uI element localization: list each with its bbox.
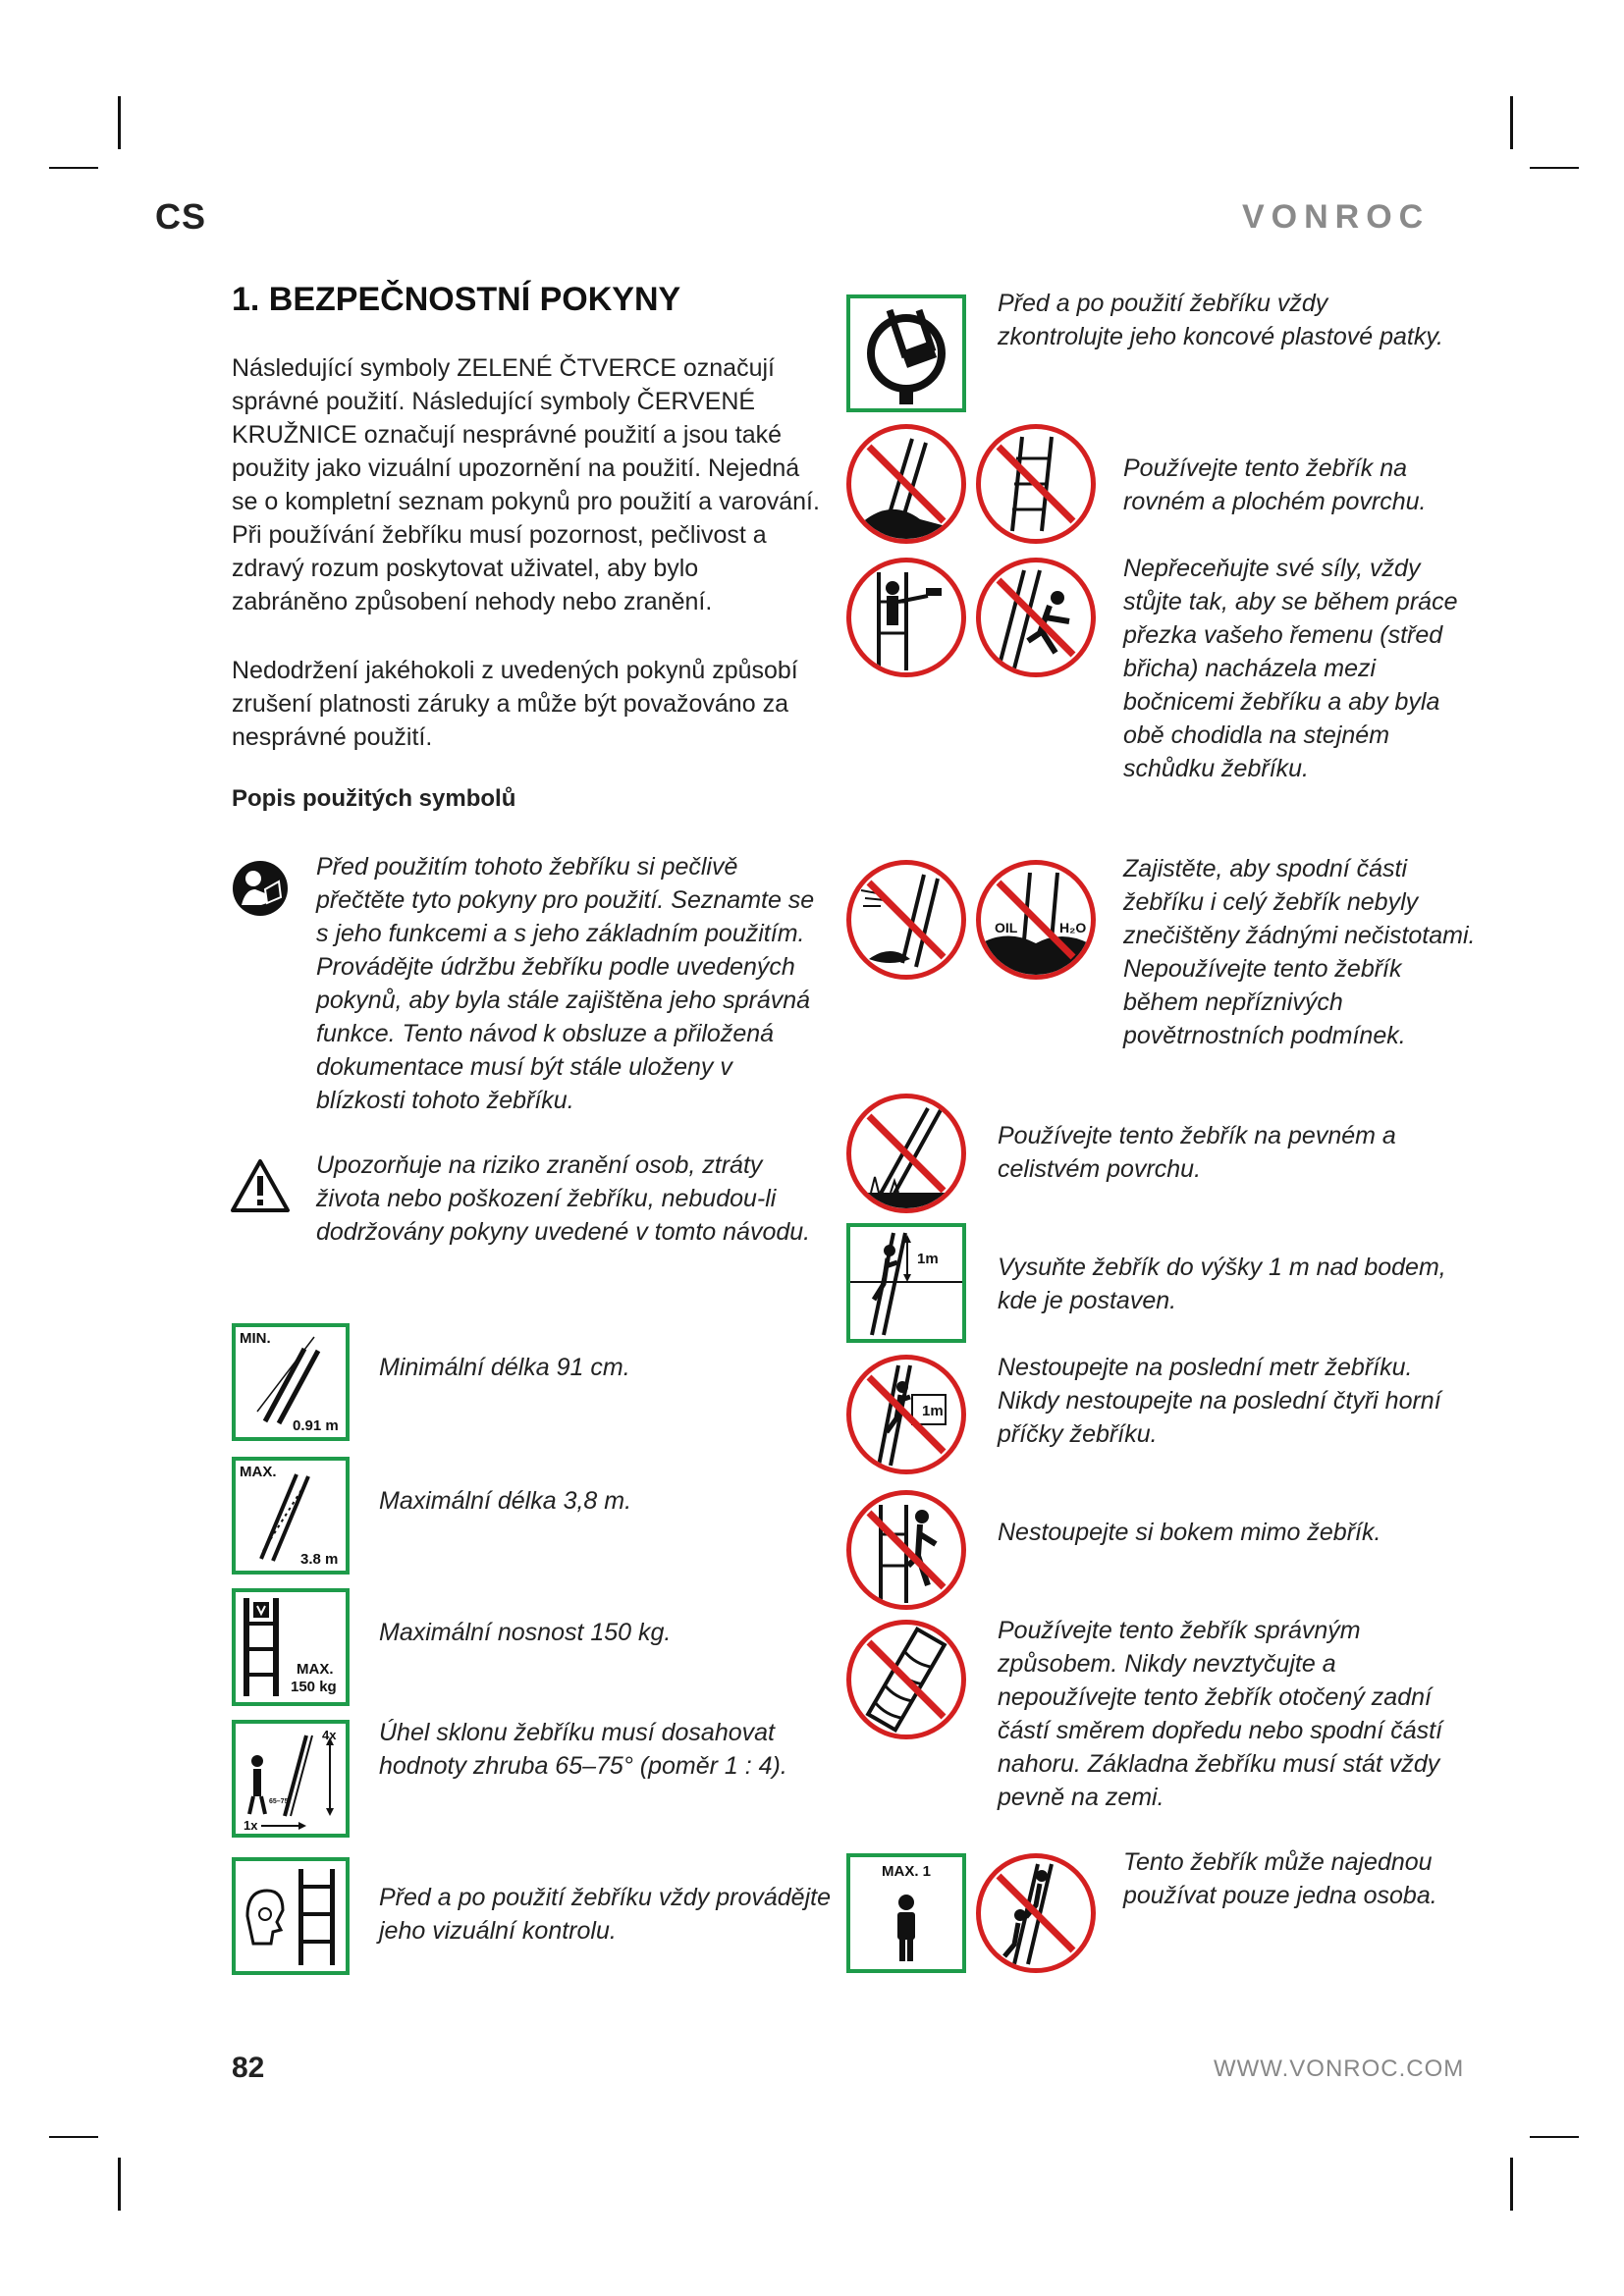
side-step-text: Nestoupejte si bokem mimo žebřík. [998,1519,1381,1546]
max-one-person-icon [846,1853,966,1973]
max-value-label: 3.8 m [300,1551,339,1568]
soft-ground-prohibited-icon [846,1094,966,1213]
dirty-ladder-prohibited-icon [846,860,966,980]
min-length-text: Minimální délka 91 cm. [379,1354,630,1381]
top-meter-prohibited-icon [846,1355,966,1474]
overreach-prohibited-icon [976,558,1096,677]
working-position-icon [846,558,966,677]
page-title: 1. BEZPEČNOSTNÍ POKYNY [232,281,681,318]
ladder-angle-icon [232,1720,350,1838]
upside-down-prohibited-icon [846,1620,966,1739]
one-person-text: Tento žebřík může najednou používat pouze jedna osoba. [1123,1848,1437,1909]
max-one-label: MAX. 1 [882,1863,932,1880]
uneven-ground-prohibited-icon [846,424,966,544]
crop-mark [1510,2158,1513,2211]
ratio-1-label: 1x [244,1818,258,1833]
ratio-4-label: 4x [322,1728,337,1742]
load-max-label: MAX. [297,1661,334,1678]
max-load-text: Maximální nosnost 150 kg. [379,1619,672,1646]
load-value-label: 150 kg [291,1679,337,1695]
max-load-icon [232,1588,350,1706]
max-label: MAX. [240,1464,277,1480]
visual-check-text: Před a po použití žebříku vždy provádějte jeho vizuální kontrolu. [379,1884,831,1945]
min-label: MIN. [240,1330,271,1347]
language-code: CS [155,196,207,237]
manual-text: Před použitím tohoto žebříku si pečlivě přečtěte tyto pokyny pro použití. Seznamte se s jeho funkcemi a s jeho základním použitím. Provádějte údržbu žebříku podle uvedených pokynů, aby byla stále zajištěna jeho správná funkce. Tento návod k obsluze a přiložená dokumentace musí být stále uloženy v blízkosti tohoto žebříku. [316,853,815,1114]
warning-text: Upozorňuje na riziko zranění osob, ztráty života nebo poškození žebříku, nebudou-li dodržovány pokyny uvedené v tomto návodu. [316,1151,811,1246]
website-url: WWW.VONROC.COM [1214,2056,1465,2082]
feet-check-text: Před a po použití žebříku vždy zkontrolujte jeho koncové plastové patky. [998,290,1443,350]
page-number: 82 [232,2052,265,2084]
visual-check-icon [232,1857,350,1975]
crop-mark [1530,167,1579,169]
angle-range-label: 65–75° [269,1798,292,1805]
top-meter-1m-label: 1m [922,1403,944,1419]
min-length-icon [232,1323,350,1441]
intro-paragraph: Následující symboly ZELENÉ ČTVERCE označují správné použití. Následující symboly ČERVENÉ KRUŽNICE označují nesprávné použití a jsou také použity jako vizuální upozornění na použití. Nejedná se o kompletní seznam pokynů pro použití a varování. Při používání žebříku musí pozornost, pečlivost a zdravý rozum poskytovat uživatel, aby bylo zabráněno způsobení nehody nebo zranění. [232,354,820,615]
warning-triangle-icon [230,1158,291,1213]
extend-1m-icon [846,1223,966,1343]
angle-text: Úhel sklonu žebříku musí dosahovat hodnoty zhruba 65–75° (poměr 1 : 4). [379,1719,787,1780]
top-meter-text: Nestoupejte na poslední metr žebříku. Nikdy nestoupejte na poslední čtyři horní příčky žebříku. [998,1354,1441,1448]
crop-mark [118,96,121,149]
crop-mark [118,2158,121,2211]
overreach-text: Nepřeceňujte své síly, vždy stůjte tak, aby se během práce přezka vašeho řemenu (střed břicha) nacházela mezi bočnicemi žebříku a aby byla obě chodidla na stejném schůdku žebříku. [1123,555,1458,782]
max-length-text: Maximální délka 3,8 m. [379,1487,632,1515]
ladder-feet-check-icon [846,294,966,412]
crop-mark [1530,2136,1579,2138]
correct-way-text: Používejte tento žebřík správným způsobem. Nikdy nevztyčujte a nepoužívejte tento žebřík otočený zadní částí směrem dopředu nebo spodní částí nahoru. Základna žebříku musí stát vždy pevně na zemi. [998,1617,1443,1811]
oil-water-prohibited-icon [976,860,1096,980]
warranty-paragraph: Nedodržení jakéhokoli z uvedených pokynů způsobí zrušení platnosti záruky a může být považováno za nesprávné použití. [232,657,798,751]
two-persons-prohibited-icon [976,1853,1096,1973]
level-surface-text: Používejte tento žebřík na rovném a plochém povrchu. [1123,454,1427,515]
side-step-prohibited-icon [846,1490,966,1610]
extend-text: Vysuňte žebřík do výšky 1 m nad bodem, kde je postaven. [998,1254,1446,1314]
max-length-icon [232,1457,350,1575]
oil-label: OIL [995,920,1018,935]
symbols-heading: Popis použitých symbolů [232,785,516,812]
water-label: H₂O [1059,920,1087,935]
crop-mark [1510,96,1513,149]
crop-mark [49,167,98,169]
extend-1m-label: 1m [917,1251,939,1267]
slanted-ladder-prohibited-icon [976,424,1096,544]
contamination-text: Zajistěte, aby spodní části žebříku i celý žebřík nebyly znečištěny žádnými nečistotami. Nepoužívejte tento žebřík během nepříznivých povětrnostních podmínek. [1123,855,1476,1049]
firm-surface-text: Používejte tento žebřík na pevném a celistvém povrchu. [998,1122,1396,1183]
brand-logo: VONROC [1242,198,1431,236]
read-manual-icon [232,860,289,917]
crop-mark [49,2136,98,2138]
min-value-label: 0.91 m [293,1417,339,1434]
